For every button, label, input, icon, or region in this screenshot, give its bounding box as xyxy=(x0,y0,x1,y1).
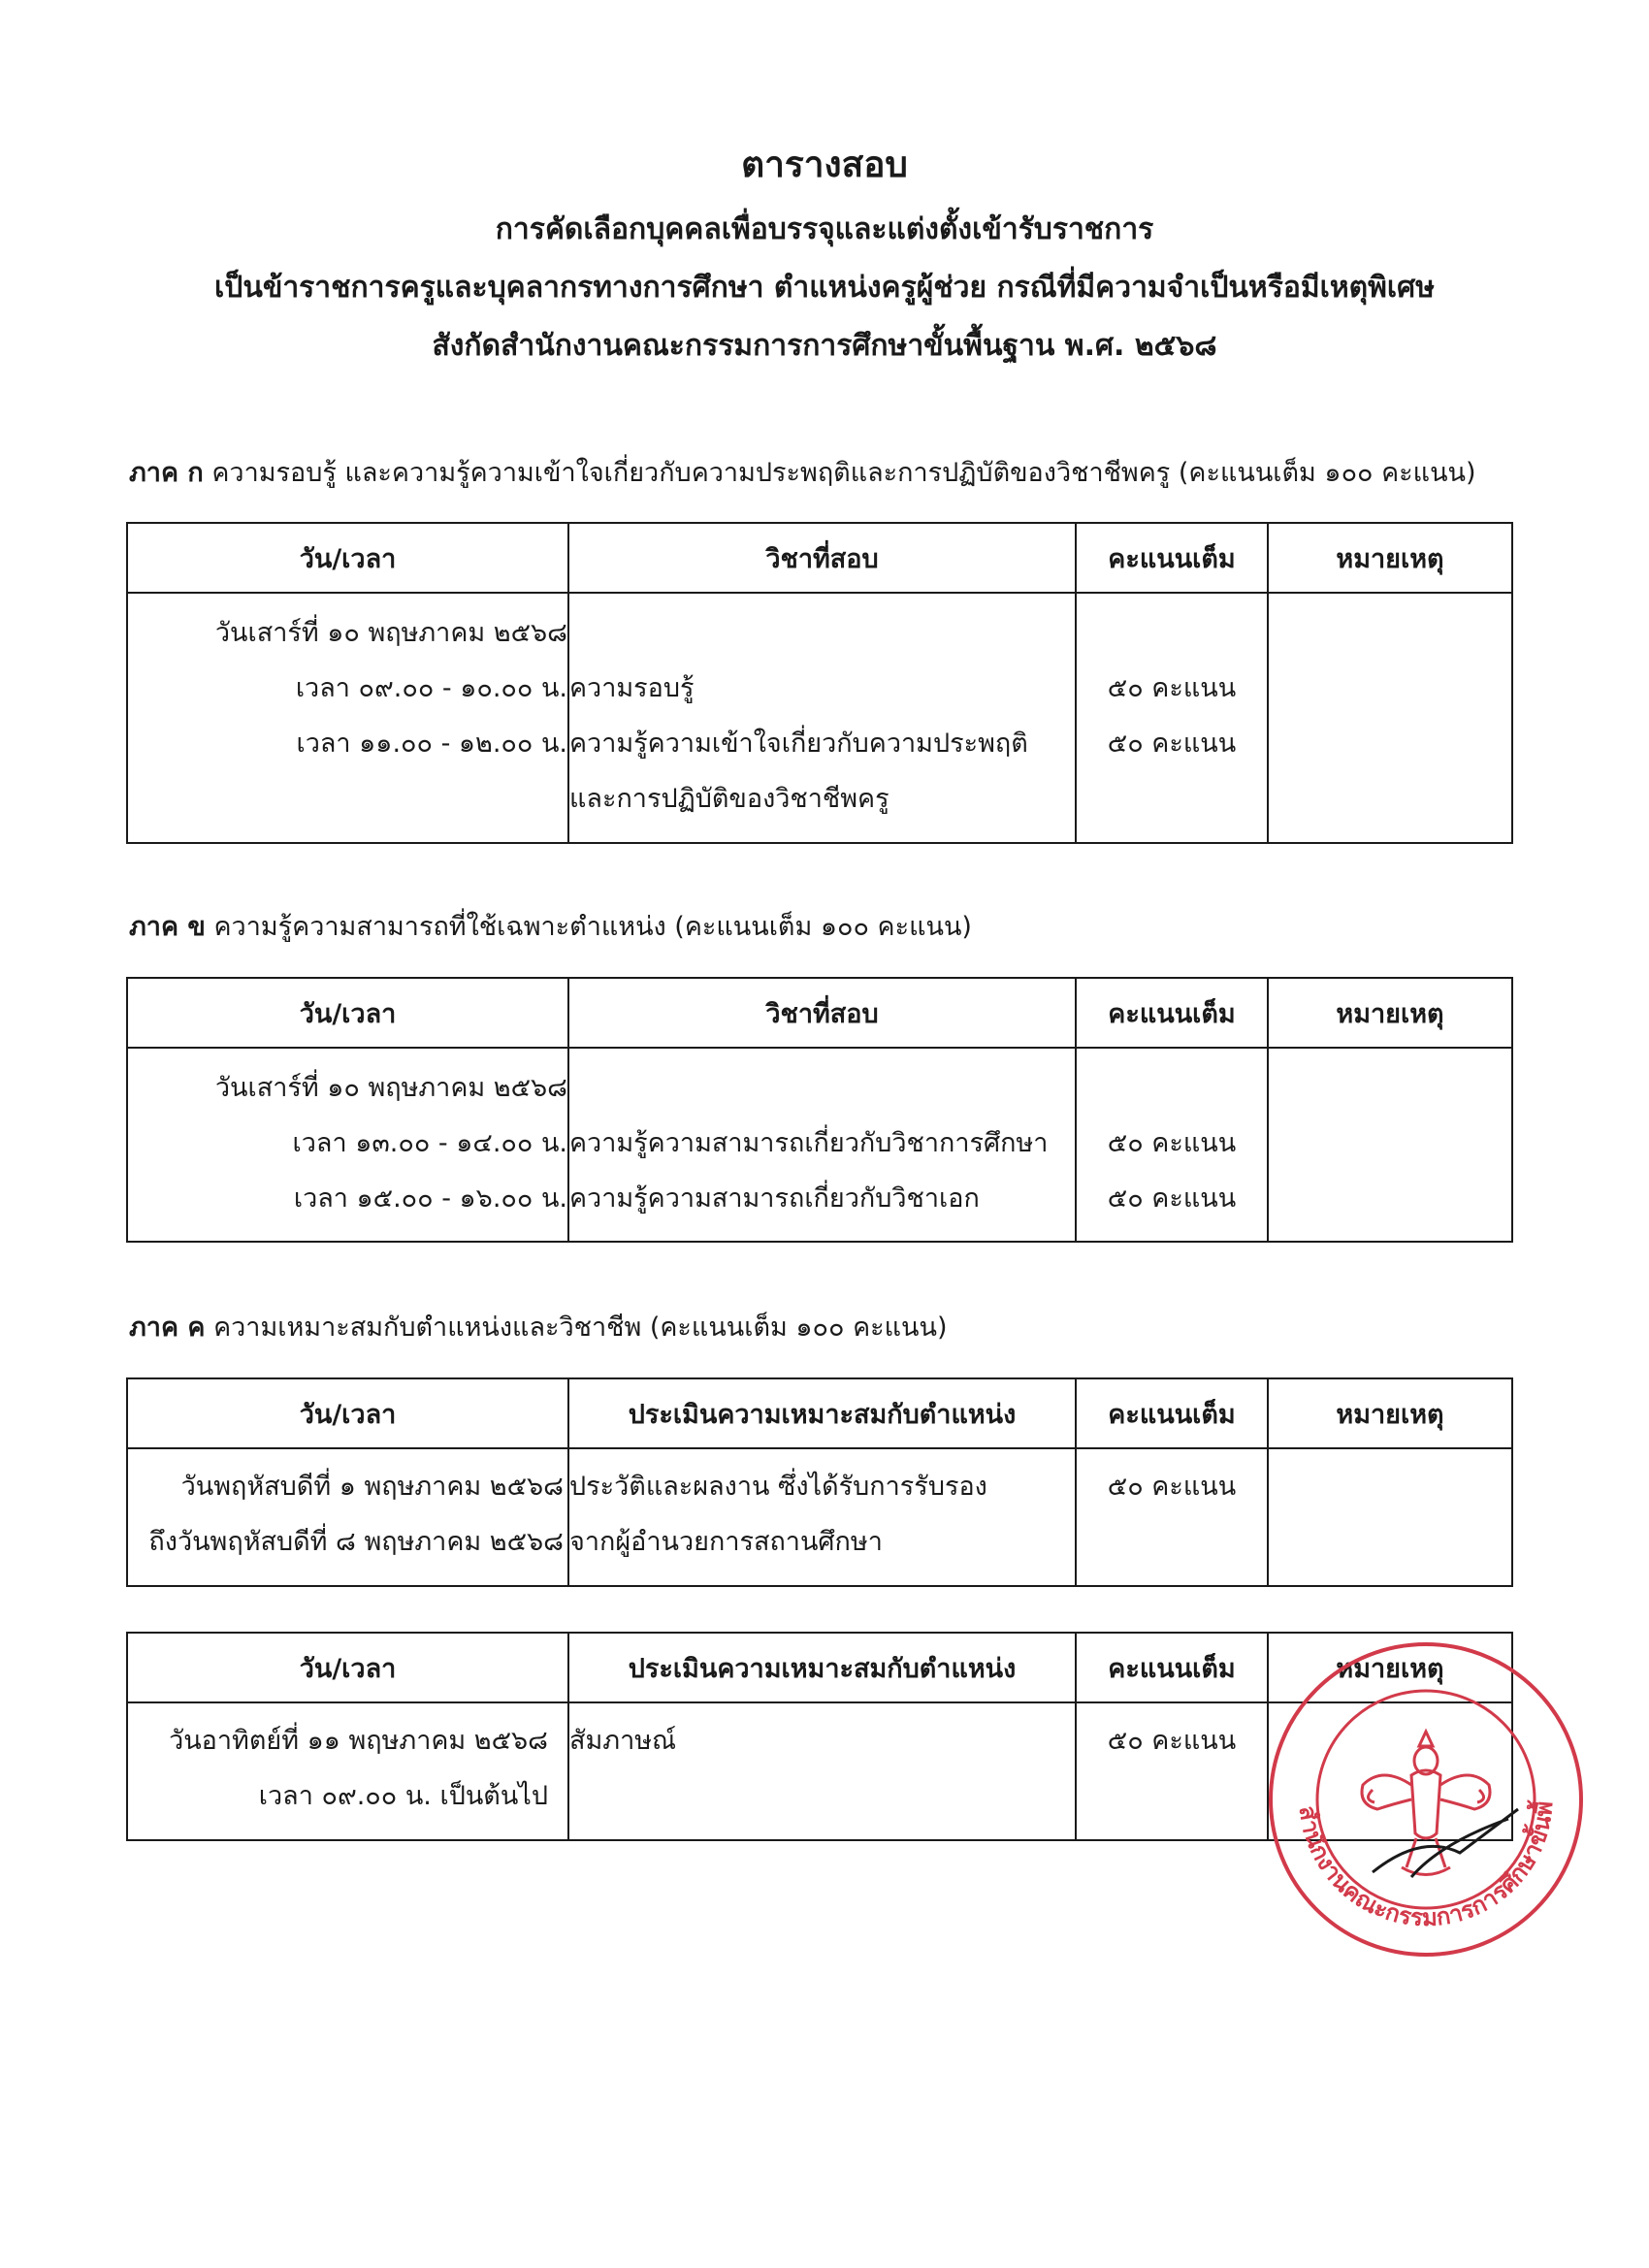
datetime-cell xyxy=(127,593,568,843)
score-text: ๕๐ คะแนน xyxy=(1107,1183,1237,1214)
header-datetime: วัน/เวลา xyxy=(127,1378,568,1448)
time-text: เวลา ๐๙.๐๐ น. เป็นต้นไป xyxy=(258,1781,548,1811)
subtitle-line-1: การคัดเลือกบุคคลเพื่อบรรจุและแต่งตั้งเข้ารับราชการ xyxy=(495,212,1154,246)
subject-cell xyxy=(568,593,1076,843)
date-text: วันอาทิตย์ที่ ๑๑ พฤษภาคม ๒๕๖๘ xyxy=(169,1726,548,1756)
garuda-seal-icon xyxy=(1266,1639,1586,1960)
section-c-title xyxy=(129,1306,948,1347)
time-text xyxy=(128,771,567,826)
table-row xyxy=(127,1048,1512,1242)
header-assessment: ประเมินความเหมาะสมกับตำแหน่ง xyxy=(568,1378,1076,1448)
score-text: ๕๐ คะแนน xyxy=(1107,1726,1237,1756)
subject-text xyxy=(569,605,1075,661)
score-text: ๕๐ คะแนน xyxy=(1107,729,1237,759)
header-remarks: หมายเหตุ xyxy=(1268,523,1512,593)
header-remarks: หมายเหตุ xyxy=(1268,978,1512,1048)
subject-text: สัมภาษณ์ xyxy=(569,1726,677,1756)
score-cell xyxy=(1076,1048,1268,1242)
subject-text: และการปฏิบัติของวิชาชีพครู xyxy=(569,784,889,814)
subject-text: จากผู้อำนวยการสถานศึกษา xyxy=(569,1527,883,1557)
header-score: คะแนนเต็ม xyxy=(1076,1378,1268,1448)
header-subject: วิชาที่สอบ xyxy=(568,523,1076,593)
section-b-text: ความรู้ความสามารถที่ใช้เฉพาะตำแหน่ง (คะแนนเต็ม ๑๐๐ คะแนน) xyxy=(205,912,972,942)
section-a-text: ความรอบรู้ และความรู้ความเข้าใจเกี่ยวกับความประพฤติและการปฏิบัติของวิชาชีพครู (คะแนนเต็ม ๑๐๐ คะแนน) xyxy=(203,458,1476,488)
section-b-label: ภาค ข xyxy=(129,912,206,942)
section-a-table xyxy=(126,522,1513,844)
time-text: เวลา ๑๑.๐๐ - ๑๒.๐๐ น. xyxy=(296,729,567,759)
seal-text: สำนักงานคณะกรรมการการศึกษาขั้นพื้ xyxy=(1293,1799,1559,1932)
score-text xyxy=(1077,771,1267,826)
datetime-cell xyxy=(127,1448,568,1586)
section-a-title xyxy=(129,451,1476,493)
subject-text: ความรู้ความสามารถเกี่ยวกับวิชาเอก xyxy=(569,1183,980,1214)
subject-cell xyxy=(568,1448,1076,1586)
remarks-cell xyxy=(1268,1448,1512,1586)
table-header-row xyxy=(127,1378,1512,1448)
score-text xyxy=(1077,1768,1267,1824)
table-header-row xyxy=(127,978,1512,1048)
header-assessment: ประเมินความเหมาะสมกับตำแหน่ง xyxy=(568,1633,1076,1702)
header-subject: วิชาที่สอบ xyxy=(568,978,1076,1048)
section-c-label: ภาค ค xyxy=(129,1312,206,1343)
header-datetime: วัน/เวลา xyxy=(127,1633,568,1702)
header-remarks: หมายเหตุ xyxy=(1268,1633,1512,1702)
header-score: คะแนนเต็ม xyxy=(1076,523,1268,593)
date-text: วันเสาร์ที่ ๑๐ พฤษภาคม ๒๕๖๘ xyxy=(214,1073,567,1103)
score-text xyxy=(1077,605,1267,661)
time-text: เวลา ๑๓.๐๐ - ๑๔.๐๐ น. xyxy=(292,1128,567,1158)
score-cell xyxy=(1076,1702,1268,1840)
subject-text: ความรอบรู้ xyxy=(569,673,695,703)
remarks-cell xyxy=(1268,1048,1512,1242)
subject-cell xyxy=(568,1048,1076,1242)
subject-text xyxy=(569,1768,1075,1824)
date-text: วันเสาร์ที่ ๑๐ พฤษภาคม ๒๕๖๘ xyxy=(214,618,567,648)
table-row xyxy=(127,593,1512,843)
score-text xyxy=(1077,1060,1267,1116)
subtitle-line-3: สังกัดสำนักงานคณะกรรมการการศึกษาขั้นพื้นฐาน พ.ศ. ๒๕๖๘ xyxy=(432,329,1217,363)
score-text: ๕๐ คะแนน xyxy=(1107,1472,1237,1502)
document-title: ตารางสอบ xyxy=(741,144,908,185)
header-remarks: หมายเหตุ xyxy=(1268,1378,1512,1448)
score-text: ๕๐ คะแนน xyxy=(1107,673,1237,703)
score-cell xyxy=(1076,1448,1268,1586)
date-text: ถึงวันพฤหัสบดีที่ ๘ พฤษภาคม ๒๕๖๘ xyxy=(148,1527,564,1557)
section-b-title xyxy=(129,905,972,947)
table-header-row xyxy=(127,523,1512,593)
subject-text xyxy=(569,1060,1075,1116)
subject-text: ความรู้ความสามารถเกี่ยวกับวิชาการศึกษา xyxy=(569,1128,1049,1158)
subject-text: ประวัติและผลงาน ซึ่งได้รับการรับรอง xyxy=(569,1472,987,1502)
section-b-table xyxy=(126,977,1513,1243)
datetime-cell xyxy=(127,1702,568,1840)
section-a-label: ภาค ก xyxy=(129,458,204,488)
score-text: ๕๐ คะแนน xyxy=(1107,1128,1237,1158)
date-text: วันพฤหัสบดีที่ ๑ พฤษภาคม ๒๕๖๘ xyxy=(180,1472,564,1502)
official-seal xyxy=(1266,1639,1586,1960)
section-c-text: ความเหมาะสมกับตำแหน่งและวิชาชีพ (คะแนนเต็ม ๑๐๐ คะแนน) xyxy=(205,1312,948,1343)
header-datetime: วัน/เวลา xyxy=(127,978,568,1048)
remarks-cell xyxy=(1268,593,1512,843)
time-text: เวลา ๐๙.๐๐ - ๑๐.๐๐ น. xyxy=(295,673,567,703)
subtitle-line-2: เป็นข้าราชการครูและบุคลากรทางการศึกษา ตำแหน่งครูผู้ช่วย กรณีที่มีความจำเป็นหรือมีเหตุพิเศษ xyxy=(214,271,1435,305)
header-score: คะแนนเต็ม xyxy=(1076,1633,1268,1702)
subject-cell xyxy=(568,1702,1076,1840)
time-text: เวลา ๑๕.๐๐ - ๑๖.๐๐ น. xyxy=(293,1183,567,1214)
header-datetime: วัน/เวลา xyxy=(127,523,568,593)
table-row xyxy=(127,1448,1512,1586)
score-cell xyxy=(1076,593,1268,843)
section-c-table xyxy=(126,1377,1513,1587)
subject-text: ความรู้ความเข้าใจเกี่ยวกับความประพฤติ xyxy=(569,729,1028,759)
score-text xyxy=(1077,1514,1267,1570)
header-score: คะแนนเต็ม xyxy=(1076,978,1268,1048)
datetime-cell xyxy=(127,1048,568,1242)
